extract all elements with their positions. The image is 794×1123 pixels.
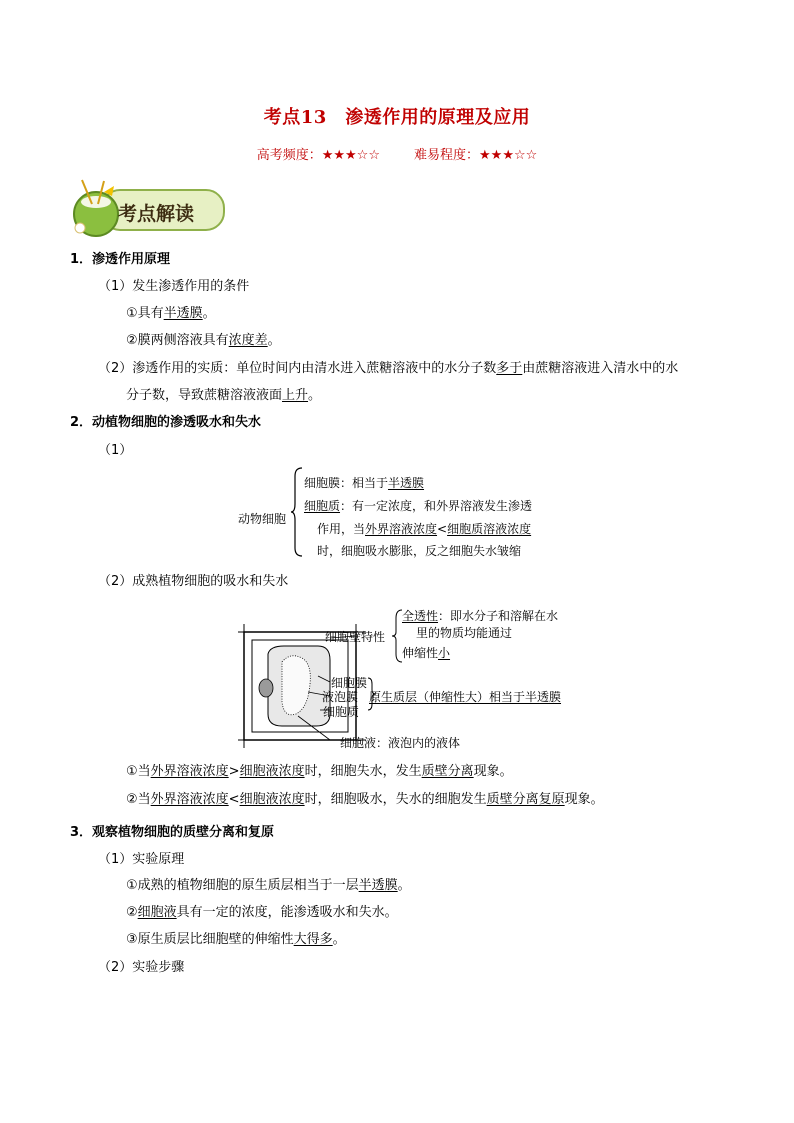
section-1-heading: 1．渗透作用原理: [70, 252, 171, 267]
frequency-stars: ★★★☆☆: [321, 148, 380, 163]
s1-item-1: （1）发生渗透作用的条件: [98, 279, 250, 294]
s2-condition-1: ①当外界溶液浓度>细胞液浓度时，细胞失水，发生质壁分离现象。: [126, 764, 513, 779]
difficulty-label: 难易程度：: [414, 148, 480, 163]
cytoplasm-label: 细胞质: [323, 705, 360, 719]
cell-sap-label: 细胞液：液泡内的液体: [340, 736, 461, 750]
wall-property-1: 全透性：即水分子和溶解在水: [402, 609, 559, 623]
tonoplast-label: 液泡膜: [322, 690, 359, 704]
s2-condition-2: ②当外界溶液浓度<细胞液浓度时，细胞吸水，失水的细胞发生质壁分离复原现象。: [126, 792, 604, 807]
plant-cell-diagram: [238, 604, 568, 752]
animal-cell-label: 动物细胞: [238, 512, 287, 526]
blank-answer: 多于: [496, 361, 523, 376]
cell-membrane-label: 细胞膜: [331, 676, 368, 690]
blank-answer: 浓度差: [228, 333, 268, 348]
difficulty-stars: ★★★☆☆: [479, 148, 538, 163]
s3-principle-1: ①成熟的植物细胞的原生质层相当于一层半透膜。: [126, 878, 411, 893]
animal-line-4: 时，细胞吸水膨胀，反之细胞失水皱缩: [317, 544, 522, 558]
s1-condition-1: ①具有半透膜。: [126, 306, 216, 321]
s3-principle-3: ③原生质层比细胞壁的伸缩性大得多。: [126, 932, 346, 947]
blank-answer: 上升: [282, 388, 309, 403]
s3-item-2: （2）实验步骤: [98, 960, 185, 975]
animal-line-1: 细胞膜：相当于半透膜: [304, 476, 425, 490]
badge-text: 考点解读: [118, 203, 195, 225]
s2-item-2: （2）成熟植物细胞的吸水和失水: [98, 574, 289, 589]
brace-icon: [290, 466, 304, 558]
ratings-row: [0, 144, 794, 163]
page-title: 考点13 渗透作用的原理及应用: [263, 107, 531, 128]
protoplast-label: 原生质层（伸缩性大）相当于半透膜: [369, 690, 562, 704]
frequency-label: 高考频度：: [256, 148, 322, 163]
section-2-heading: 2．动植物细胞的渗透吸水和失水: [70, 415, 262, 430]
animal-line-2: 细胞质：有一定浓度，和外界溶液发生渗透: [304, 499, 533, 513]
s1-item-2-cont: 分子数，导致蔗糖溶液液面上升。: [126, 388, 322, 403]
cell-wall-label: 细胞壁特性: [325, 630, 386, 644]
wall-property-2: 伸缩性小: [402, 646, 451, 660]
s1-condition-2: ②膜两侧溶液具有浓度差。: [126, 333, 281, 348]
wall-property-1-cont: 里的物质均能通过: [416, 626, 513, 640]
s1-item-2: （2）渗透作用的实质：单位时间内由清水进入蔗糖溶液中的水分子数多于由蔗糖溶液进入清水中的水: [98, 361, 679, 376]
s2-item-1: （1）: [98, 443, 133, 458]
s3-principle-2: ②细胞液具有一定的浓度，能渗透吸水和失水。: [126, 905, 398, 920]
s3-item-1: （1）实验原理: [98, 852, 185, 867]
section-3-heading: 3．观察植物细胞的质壁分离和复原: [70, 825, 275, 840]
blank-answer: 半透膜: [163, 306, 203, 321]
animal-line-3: 作用，当外界溶液浓度<细胞质溶液浓度: [317, 522, 532, 536]
